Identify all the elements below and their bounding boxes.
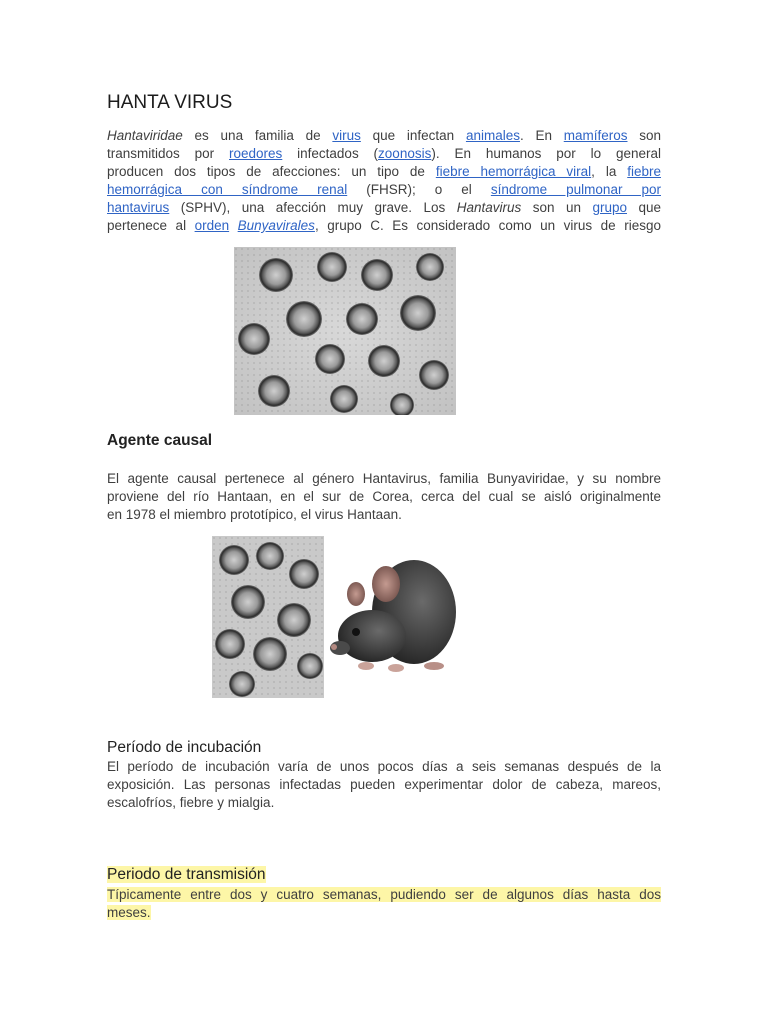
text: son <box>627 128 662 143</box>
link-grupo[interactable]: grupo <box>592 200 627 215</box>
agente-line-1: El agente causal pertenece al género Hantavirus, familia Bunyaviridae, y su nombre <box>107 471 661 486</box>
term-bunyavirales: Bunyavirales <box>237 218 315 233</box>
text: transmitidos por <box>107 146 229 161</box>
highlighted-text: Típicamente entre dos y cuatro semanas, pudiendo ser de algunos días hasta dos <box>107 887 661 902</box>
page-title: HANTA VIRUS <box>107 92 233 113</box>
term-hantaviridae: Hantaviridae <box>107 128 183 143</box>
intro-line-1 <box>107 127 661 145</box>
incubacion-line-2: exposición. Las personas infectadas pueden experimentar dolor de cabeza, mareos, <box>107 777 661 792</box>
intro-line-4 <box>107 181 661 199</box>
intro-line-5 <box>107 199 661 217</box>
section-heading-incubacion: Período de incubación <box>107 739 262 756</box>
text: es una familia de <box>182 128 333 143</box>
intro-line-2 <box>107 145 661 163</box>
agente-paragraph <box>107 470 661 524</box>
text: pertenece al <box>107 218 195 233</box>
text: infectados ( <box>282 146 379 161</box>
text: producen dos tipos de afecciones: un tipo de <box>107 164 436 179</box>
link-roedores[interactable]: roedores <box>229 146 283 161</box>
link-orden[interactable]: orden <box>194 218 230 233</box>
micrograph-svg <box>234 247 456 415</box>
link-sindrome-pulmonar[interactable]: síndrome pulmonar por <box>490 182 661 197</box>
mouse-image <box>326 540 456 680</box>
transmision-line-1 <box>107 886 661 904</box>
mouse-svg <box>326 540 456 680</box>
link-fiebre-hemorragica-viral[interactable]: fiebre hemorrágica viral <box>435 164 592 179</box>
link-fiebre[interactable]: fiebre <box>627 164 661 179</box>
text: son un <box>521 200 593 215</box>
text: (FHSR); o el <box>347 182 491 197</box>
micrograph-svg-2 <box>212 536 324 698</box>
agente-line-3: en 1978 el miembro prototípico, el virus Hantaan. <box>107 507 402 522</box>
link-hemorragica-sindrome-renal[interactable]: hemorrágica con síndrome renal <box>107 182 348 197</box>
text: (SPHV), una afección muy grave. Los <box>169 200 457 215</box>
intro-line-6 <box>107 217 661 235</box>
intro-paragraph <box>107 127 661 235</box>
incubacion-line-1: El período de incubación varía de unos pocos días a seis semanas después de la <box>107 759 661 774</box>
link-virus[interactable]: virus <box>332 128 361 143</box>
text: , grupo C. Es considerado como un virus de riesgo <box>314 218 661 233</box>
highlighted-heading: Periodo de transmisión <box>107 866 266 883</box>
virus-micrograph-image <box>234 247 456 415</box>
text: . En <box>519 128 564 143</box>
transmision-line-2 <box>107 904 661 922</box>
intro-line-3 <box>107 163 661 181</box>
section-heading-transmision <box>107 866 266 884</box>
section-heading-agente: Agente causal <box>107 432 213 449</box>
highlighted-text: meses. <box>107 905 151 920</box>
text <box>229 218 238 233</box>
link-bunyavirales[interactable] <box>238 218 315 233</box>
link-zoonosis[interactable]: zoonosis <box>378 146 432 161</box>
text: que infectan <box>360 128 466 143</box>
term-hantavirus: Hantavirus <box>456 200 522 215</box>
agente-line-2: proviene del río Hantaan, en el sur de Corea, cerca del cual se aisló originalmente <box>107 489 661 504</box>
text: que <box>627 200 661 215</box>
text: , la <box>591 164 628 179</box>
text: ). En humanos por lo general <box>431 146 661 161</box>
link-mamiferos[interactable]: mamíferos <box>563 128 628 143</box>
transmision-paragraph <box>107 886 661 922</box>
virus-micrograph-image-2 <box>212 536 324 698</box>
link-hantavirus[interactable]: hantavirus <box>107 200 170 215</box>
link-animales[interactable]: animales <box>465 128 520 143</box>
incubacion-line-3: escalofríos, fiebre y mialgia. <box>107 795 275 810</box>
incubacion-paragraph <box>107 758 661 812</box>
